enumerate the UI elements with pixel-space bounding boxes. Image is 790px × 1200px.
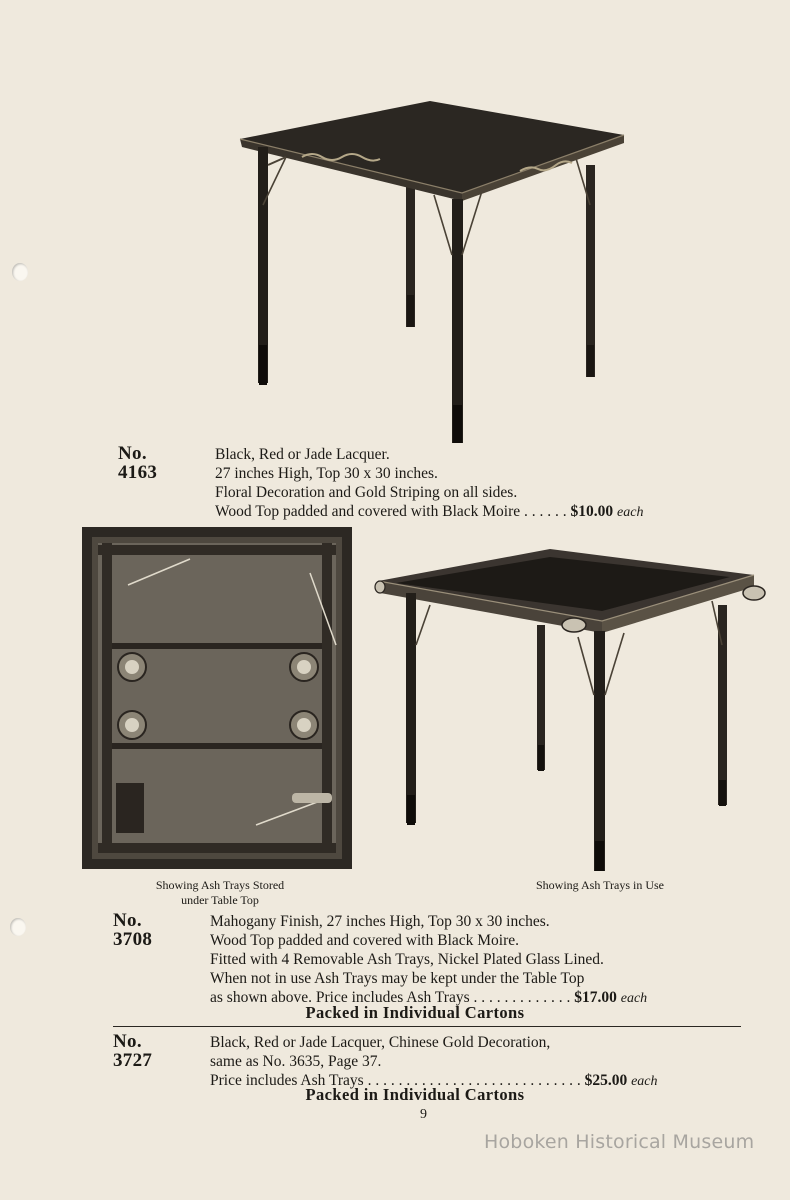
price-unit: each: [631, 1074, 658, 1089]
price-unit: each: [620, 991, 648, 1006]
description-line: Mahogany Finish, 27 inches High, Top 30 x 30 inches.: [210, 913, 550, 930]
price-line: [215, 502, 643, 522]
description-line: Floral Decoration and Gold Striping on all sides.: [215, 484, 518, 501]
description-line: Black, Red or Jade Lacquer, Chinese Gold Decoration,: [210, 1034, 551, 1051]
price: $10.00: [570, 503, 614, 520]
description-line: same as No. 3635, Page 37.: [210, 1053, 382, 1070]
packed-note: Packed in Individual Cartons: [305, 1003, 525, 1022]
price: $25.00: [584, 1072, 628, 1089]
description-line: 27 inches High, Top 30 x 30 inches.: [215, 465, 438, 482]
binder-hole-bottom: [10, 918, 26, 936]
packed-note: Packed in Individual Cartons: [305, 1085, 525, 1104]
description-line: When not in use Ash Trays may be kept under the Table Top: [210, 970, 585, 987]
description-line: Fitted with 4 Removable Ash Trays, Nickel Plated Glass Lined.: [210, 951, 604, 968]
price-unit: each: [617, 505, 644, 520]
caption-line: Showing Ash Trays Stored: [155, 878, 285, 892]
binder-hole-top: [12, 263, 28, 281]
product-number: No. 3727: [113, 1031, 153, 1071]
dot-leader: . . . . . . . . . . . . .: [469, 989, 571, 1006]
caption-ash-trays-stored: [120, 878, 320, 908]
dot-leader: . . . . . . . . . . . . . . . . . . . . . . . . . . . .: [363, 1072, 581, 1089]
folded-table-illustration: [80, 525, 355, 873]
table-4163-illustration: [230, 95, 630, 445]
section-divider: [113, 1026, 741, 1027]
price: $17.00: [574, 989, 617, 1006]
description-line: Black, Red or Jade Lacquer.: [215, 446, 390, 463]
watermark: Hoboken Historical Museum: [484, 1131, 755, 1153]
caption-line: under Table Top: [181, 893, 259, 907]
description-line: Wood Top padded and covered with Black Moire.: [210, 932, 520, 949]
dot-leader: . . . . . .: [520, 503, 567, 520]
table-3708-illustration: [372, 545, 772, 875]
price-line-text: Wood Top padded and covered with Black Moire: [215, 503, 521, 520]
product-number: No. 4163: [118, 443, 158, 483]
price-line-text: Price includes Ash Trays: [210, 1072, 364, 1089]
product-number: No. 3708: [113, 910, 153, 950]
page-number: 9: [420, 1107, 427, 1122]
caption-ash-trays-in-use: Showing Ash Trays in Use: [535, 878, 665, 892]
price-line-text: as shown above. Price includes Ash Trays: [210, 989, 470, 1006]
